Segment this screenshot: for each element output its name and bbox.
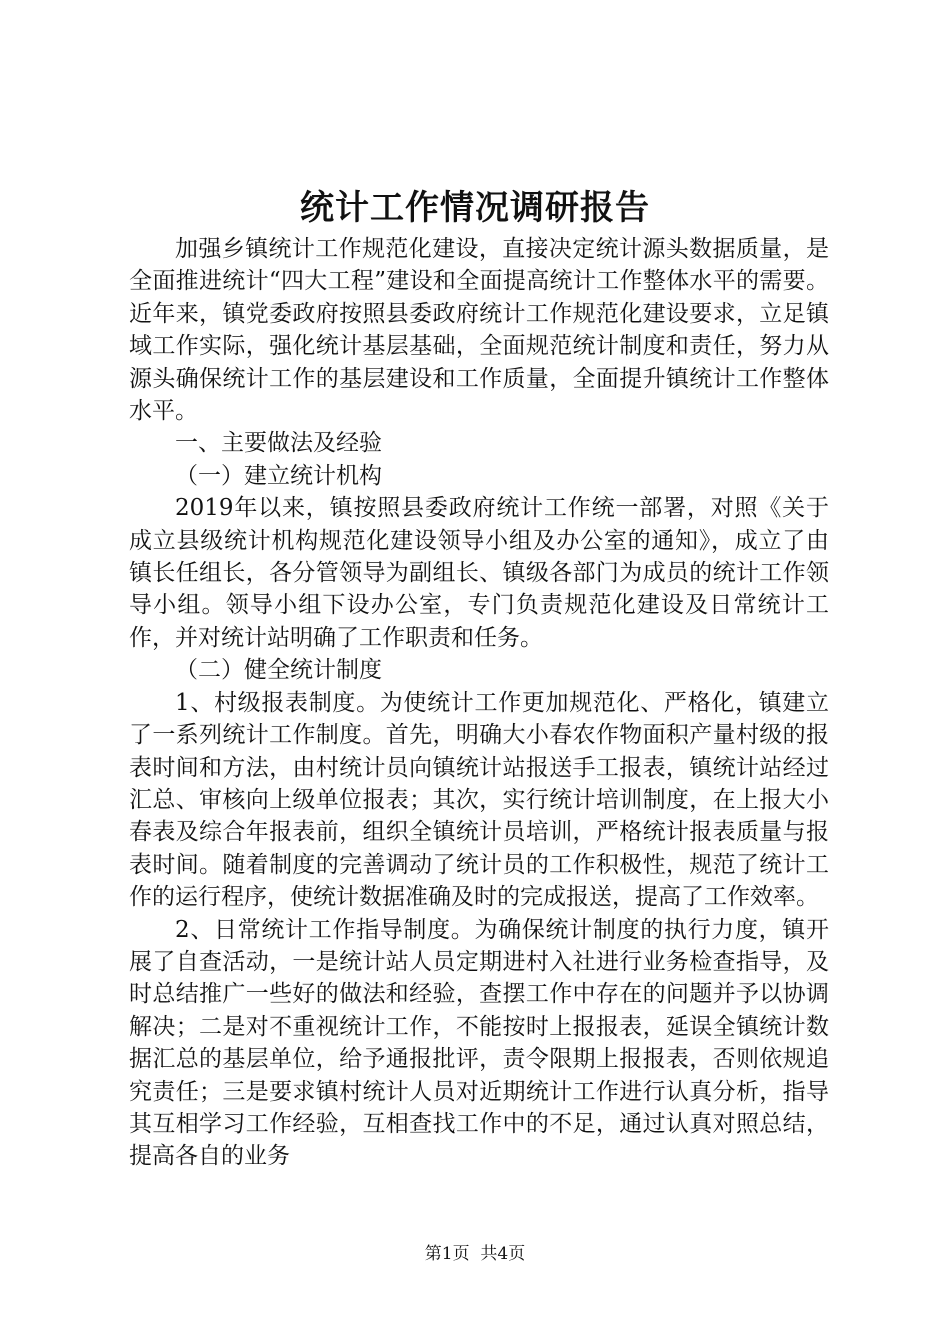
paragraph-village-report-system: 1、村级报表制度。为使统计工作更加规范化、严格化，镇建立了一系列统计工作制度。首先，明确大小春农作物面积产量村级的报表时间和方法，由村统计员向镇统计站报送手工报表，镇统计站经过汇总、审核向上级单位报表；其次，实行统计培训制度，在上报大小春表及综合年报表前，组织全镇统计员培训，严格统计报表质量与报表时间。随着制度的完善调动了统计员的工作积极性，规范了统计工作的运行程序，使统计数据准确及时的完成报送，提高了工作效率。 <box>129 689 829 911</box>
page-total: 共4页 <box>480 1244 526 1264</box>
document-body <box>129 233 829 1173</box>
paragraph-intro: 加强乡镇统计工作规范化建设，直接决定统计源头数据质量，是全面推进统计“四大工程”建设和全面提高统计工作整体水平的需要。近年来，镇党委政府按照县委政府统计工作规范化建设要求，立足镇域工作实际，强化统计基层基础，全面规范统计制度和责任，努力从源头确保统计工作的基层建设和工作质量，全面提升镇统计工作整体水平。 <box>129 236 829 425</box>
paragraph-statistics-agency: 2019年以来，镇按照县委政府统计工作统一部署，对照《关于成立县级统计机构规范化建设领导小组及办公室的通知》，成立了由镇长任组长，各分管领导为副组长、镇级各部门为成员的统计工作领导小组。领导小组下设办公室，专门负责规范化建设及日常统计工作，并对统计站明确了工作职责和任务。 <box>129 495 829 651</box>
page-footer <box>0 1242 950 1266</box>
document-title: 统计工作情况调研报告 <box>300 188 650 228</box>
paragraph-daily-guidance-system: 2、日常统计工作指导制度。为确保统计制度的执行力度，镇开展了自查活动，一是统计站人员定期进村入社进行业务检查指导，及时总结推广一些好的做法和经验，查摆工作中存在的问题并予以协调解决；二是对不重视统计工作，不能按时上报报表，延误全镇统计数据汇总的基层单位，给予通报批评，责令限期上报报表，否则依规追究责任；三是要求镇村统计人员对近期统计工作进行认真分析，指导其互相学习工作经验，互相查找工作中的不足，通过认真对照总结，提高各自的业务 <box>129 916 829 1170</box>
page-number: 第1页 <box>424 1244 470 1264</box>
subsection-heading-statistics-agency: （一）建立统计机构 <box>175 462 382 489</box>
section-heading-main-practices: 一、主要做法及经验 <box>175 430 382 457</box>
subsection-heading-statistics-system: （二）健全统计制度 <box>175 657 382 684</box>
